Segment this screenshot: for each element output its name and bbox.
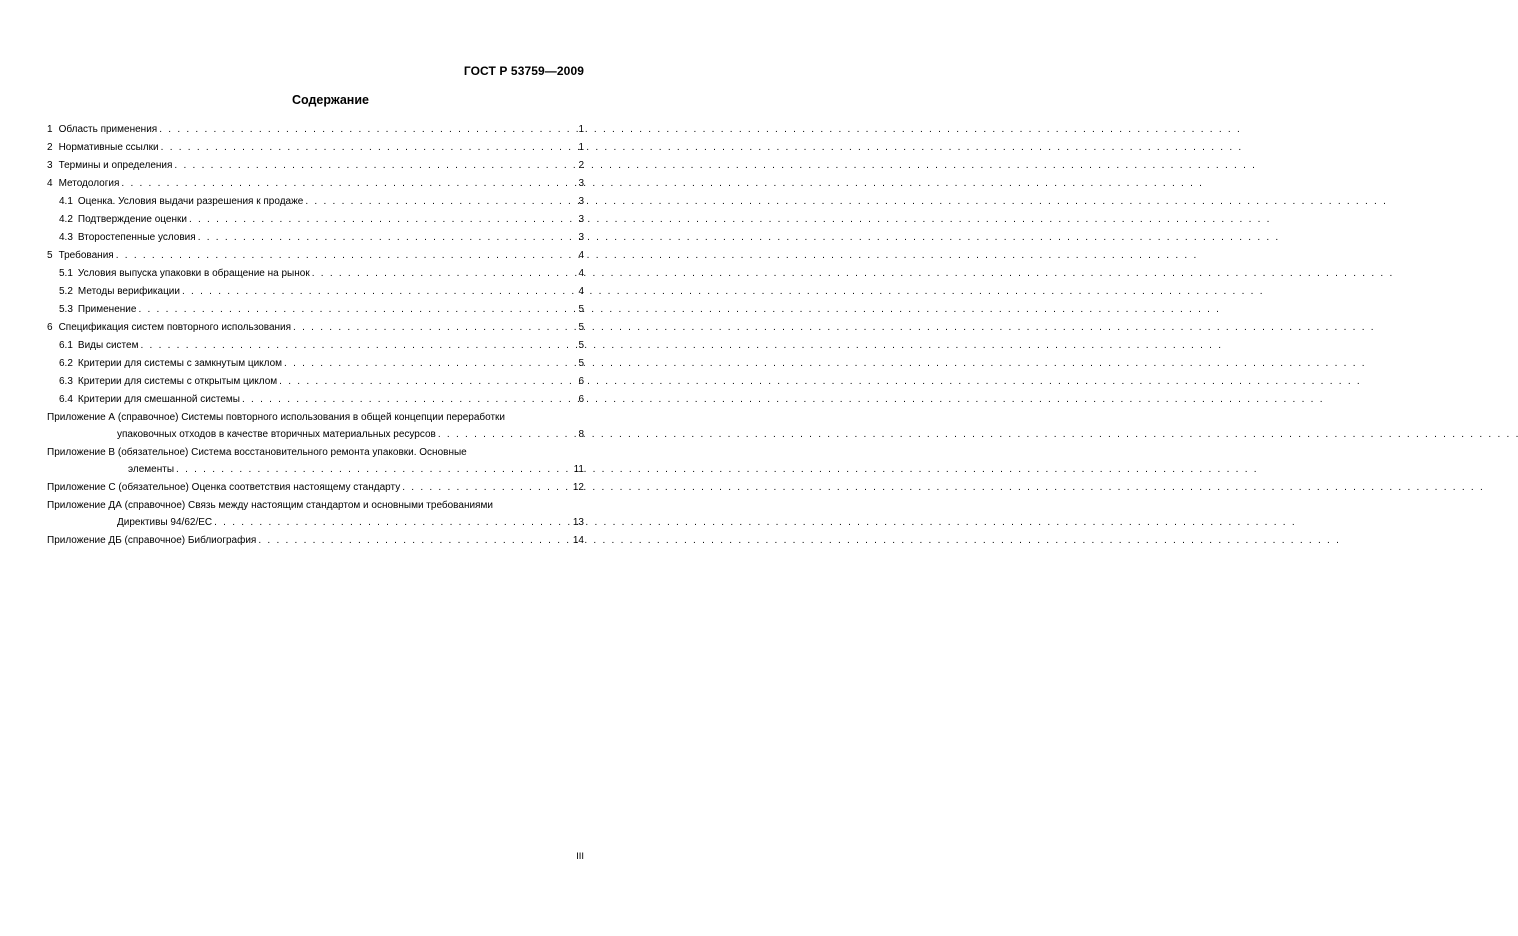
toc-label: Применение xyxy=(77,304,137,315)
toc-number: 2 xyxy=(47,142,53,153)
toc-page-number: 6 xyxy=(578,376,584,387)
leader-dots xyxy=(438,426,575,444)
toc-label: Критерии для системы с открытым циклом xyxy=(77,376,278,387)
toc-page-number: 1 xyxy=(578,124,584,135)
leader-dots xyxy=(182,283,574,301)
toc-label: Приложение ДБ (справочное) Библиография xyxy=(47,535,257,546)
toc-number: 4.1 xyxy=(59,196,73,207)
leader-dots xyxy=(279,373,574,391)
toc-label: Виды систем xyxy=(77,340,139,351)
leader-dots xyxy=(214,514,569,532)
toc-page-number: 5 xyxy=(578,340,584,351)
toc-number: 5.1 xyxy=(59,268,73,279)
toc-entry-4-3[interactable] xyxy=(47,229,584,247)
leader-dots xyxy=(402,479,569,497)
toc-page-number: 1 xyxy=(578,142,584,153)
toc-page-number: 14 xyxy=(572,535,584,546)
toc-label: Приложение ДА (справочное) Связь между настоящим стандартом и основными требованиями xyxy=(47,500,493,511)
page-title: Содержание xyxy=(291,93,369,107)
toc-entry-4-2[interactable] xyxy=(47,211,584,229)
toc-entry-5-3[interactable] xyxy=(47,301,584,319)
toc-entry-5[interactable] xyxy=(47,247,584,265)
toc-entry-6[interactable] xyxy=(47,319,584,337)
leader-dots xyxy=(189,211,575,229)
toc-label-continued: Директивы 94/62/ЕС xyxy=(117,517,213,528)
toc-number: 5 xyxy=(47,250,53,261)
leader-dots xyxy=(293,319,574,337)
leader-dots xyxy=(140,337,574,355)
toc-entry-appendix-a[interactable] xyxy=(47,409,584,444)
toc-number: 4 xyxy=(47,178,53,189)
leader-dots xyxy=(161,139,575,157)
toc-page-number: 5 xyxy=(578,322,584,333)
toc-entry-4[interactable] xyxy=(47,175,584,193)
toc-entry-5-2[interactable] xyxy=(47,283,584,301)
table-of-contents xyxy=(47,121,584,550)
toc-page-number: 3 xyxy=(578,232,584,243)
leader-dots xyxy=(305,193,574,211)
leader-dots xyxy=(284,355,574,373)
toc-page-number: 4 xyxy=(578,250,584,261)
toc-number: 6.4 xyxy=(59,394,73,405)
toc-entry-4-1[interactable] xyxy=(47,193,584,211)
toc-label: Подтверждение оценки xyxy=(77,214,187,225)
leader-dots xyxy=(121,175,574,193)
toc-number: 6.3 xyxy=(59,376,73,387)
toc-label: Критерии для системы с замкнутым циклом xyxy=(77,358,283,369)
toc-entry-appendix-b[interactable] xyxy=(47,444,584,479)
toc-entry-3[interactable] xyxy=(47,157,584,175)
toc-page-number: 3 xyxy=(578,214,584,225)
leader-dots xyxy=(176,461,570,479)
toc-entry-appendix-db[interactable] xyxy=(47,532,584,550)
toc-number: 5.3 xyxy=(59,304,73,315)
toc-number: 6.1 xyxy=(59,340,73,351)
toc-label: Методы верификации xyxy=(77,286,180,297)
toc-label: Нормативные ссылки xyxy=(58,142,159,153)
toc-number: 6.2 xyxy=(59,358,73,369)
toc-number: 1 xyxy=(47,124,53,135)
toc-entry-6-4[interactable] xyxy=(47,391,584,409)
leader-dots xyxy=(159,121,574,139)
page-number-roman: III xyxy=(576,851,584,862)
toc-page-number: 6 xyxy=(578,394,584,405)
leader-dots xyxy=(198,229,575,247)
toc-label: Условия выпуска упаковки в обращение на рынок xyxy=(77,268,310,279)
toc-label: Спецификация систем повторного использования xyxy=(58,322,292,333)
toc-label: Второстепенные условия xyxy=(77,232,196,243)
leader-dots xyxy=(174,157,574,175)
toc-label: Требования xyxy=(58,250,114,261)
leader-dots xyxy=(312,265,575,283)
toc-page-number: 3 xyxy=(578,196,584,207)
toc-entry-6-2[interactable] xyxy=(47,355,584,373)
toc-number: 4.3 xyxy=(59,232,73,243)
toc-page-number: 5 xyxy=(578,304,584,315)
toc-number: 6 xyxy=(47,322,53,333)
leader-dots xyxy=(116,247,575,265)
toc-number: 5.2 xyxy=(59,286,73,297)
toc-entry-appendix-da[interactable] xyxy=(47,497,584,532)
toc-label: Приложение С (обязательное) Оценка соответствия настоящему стандарту xyxy=(47,482,401,493)
toc-page-number: 4 xyxy=(578,268,584,279)
toc-label-continued: упаковочных отходов в качестве вторичных материальных ресурсов xyxy=(117,429,436,440)
toc-number: 3 xyxy=(47,160,53,171)
toc-label: Термины и определения xyxy=(58,160,173,171)
toc-entry-1[interactable] xyxy=(47,121,584,139)
leader-dots xyxy=(258,532,569,550)
toc-label-continued: элементы xyxy=(128,464,175,475)
toc-label: Область применения xyxy=(58,124,158,135)
toc-page-number: 5 xyxy=(578,358,584,369)
toc-label: Приложение А (справочное) Системы повторного использования в общей концепции переработки xyxy=(47,412,506,423)
toc-page-number: 8 xyxy=(578,429,584,440)
toc-page-number: 2 xyxy=(578,160,584,171)
document-standard-code: ГОСТ Р 53759—2009 xyxy=(463,64,584,78)
toc-label: Приложение В (обязательное) Система восстановительного ремонта упаковки. Основные xyxy=(47,447,467,458)
toc-page-number: 13 xyxy=(572,517,584,528)
toc-entry-2[interactable] xyxy=(47,139,584,157)
toc-entry-5-1[interactable] xyxy=(47,265,584,283)
toc-label: Оценка. Условия выдачи разрешения к продаже xyxy=(77,196,304,207)
toc-page-number: 3 xyxy=(578,178,584,189)
leader-dots xyxy=(242,391,574,409)
toc-page-number: 11 xyxy=(573,464,584,475)
toc-label: Методология xyxy=(58,178,120,189)
toc-page-number: 4 xyxy=(578,286,584,297)
toc-entry-appendix-c[interactable] xyxy=(47,479,584,497)
toc-number: 4.2 xyxy=(59,214,73,225)
toc-entry-6-1[interactable] xyxy=(47,337,584,355)
leader-dots xyxy=(138,301,574,319)
toc-page-number: 12 xyxy=(572,482,584,493)
toc-label: Критерии для смешанной системы xyxy=(77,394,240,405)
toc-entry-6-3[interactable] xyxy=(47,373,584,391)
